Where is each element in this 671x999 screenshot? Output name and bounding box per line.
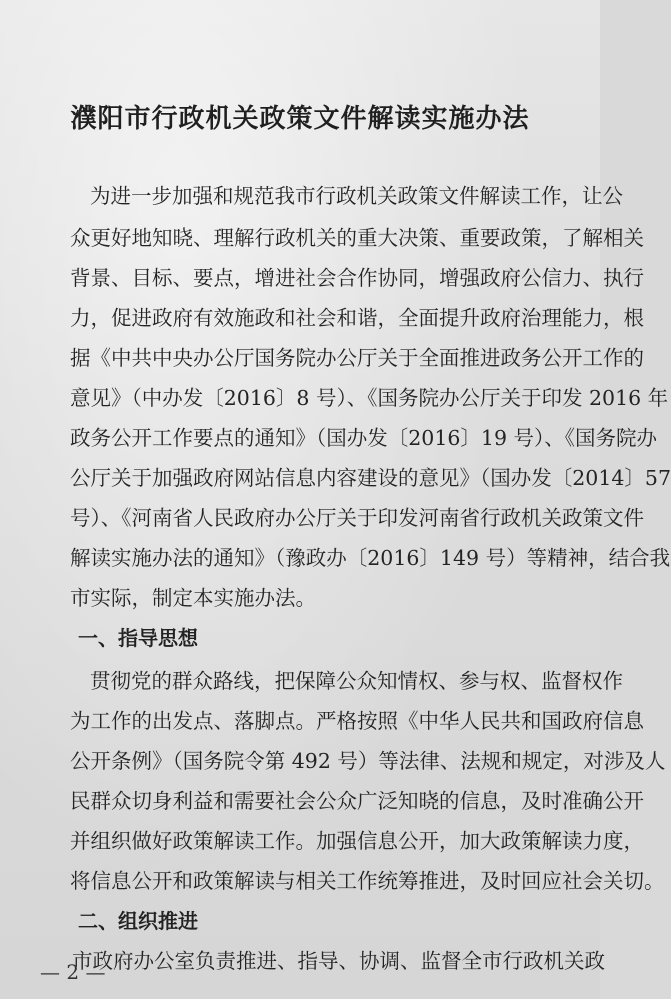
intro-line: 公厅关于加强政府网站信息内容建设的意见》（国办发〔2014〕57 bbox=[70, 466, 671, 490]
section-heading: 一、指导思想 bbox=[78, 626, 198, 650]
intro-line: 众更好地知晓、理解行政机关的重大决策、重要政策，了解相关 bbox=[70, 226, 644, 250]
intro-line: 为进一步加强和规范我市行政机关政策文件解读工作，让公 bbox=[90, 184, 623, 208]
intro-line: 意见》（中办发〔2016〕8 号）、《国务院办公厅关于印发 2016 年 bbox=[70, 386, 669, 410]
intro-line: 政务公开工作要点的通知》（国办发〔2016〕19 号）、《国务院办 bbox=[70, 426, 658, 450]
intro-line: 号）、《河南省人民政府办公厅关于印发河南省行政机关政策文件 bbox=[70, 506, 644, 530]
intro-line: 背景、目标、要点，增进社会合作协同，增强政府公信力、执行 bbox=[70, 266, 644, 290]
section-line: 民群众切身利益和需要社会公众广泛知晓的信息，及时准确公开 bbox=[70, 789, 644, 813]
section-line: 公开条例》（国务院令第 492 号）等法律、法规和规定，对涉及人 bbox=[70, 749, 666, 773]
intro-line: 据《中共中央办公厅国务院办公厅关于全面推进政务公开工作的 bbox=[70, 346, 644, 370]
section-line: 并组织做好政策解读工作。加强信息公开，加大政策解读力度， bbox=[70, 829, 644, 853]
intro-line: 力，促进政府有效施政和社会和谐，全面提升政府治理能力，根 bbox=[70, 306, 644, 330]
page-number: — 2 — bbox=[40, 960, 106, 984]
section-line: 市政府办公室负责推进、指导、协调、监督全市行政机关政 bbox=[72, 949, 605, 973]
section-line: 贯彻党的群众路线，把保障公众知情权、参与权、监督权作 bbox=[90, 669, 623, 693]
document-title: 濮阳市行政机关政策文件解读实施办法 bbox=[70, 104, 530, 134]
section-heading: 二、组织推进 bbox=[78, 909, 198, 933]
section-line: 将信息公开和政策解读与相关工作统筹推进，及时回应社会关切。 bbox=[70, 869, 665, 893]
intro-line: 解读实施办法的通知》（豫政办〔2016〕149 号）等精神，结合我 bbox=[70, 546, 671, 570]
intro-line: 市实际，制定本实施办法。 bbox=[70, 586, 316, 610]
section-line: 为工作的出发点、落脚点。严格按照《中华人民共和国政府信息 bbox=[70, 709, 644, 733]
